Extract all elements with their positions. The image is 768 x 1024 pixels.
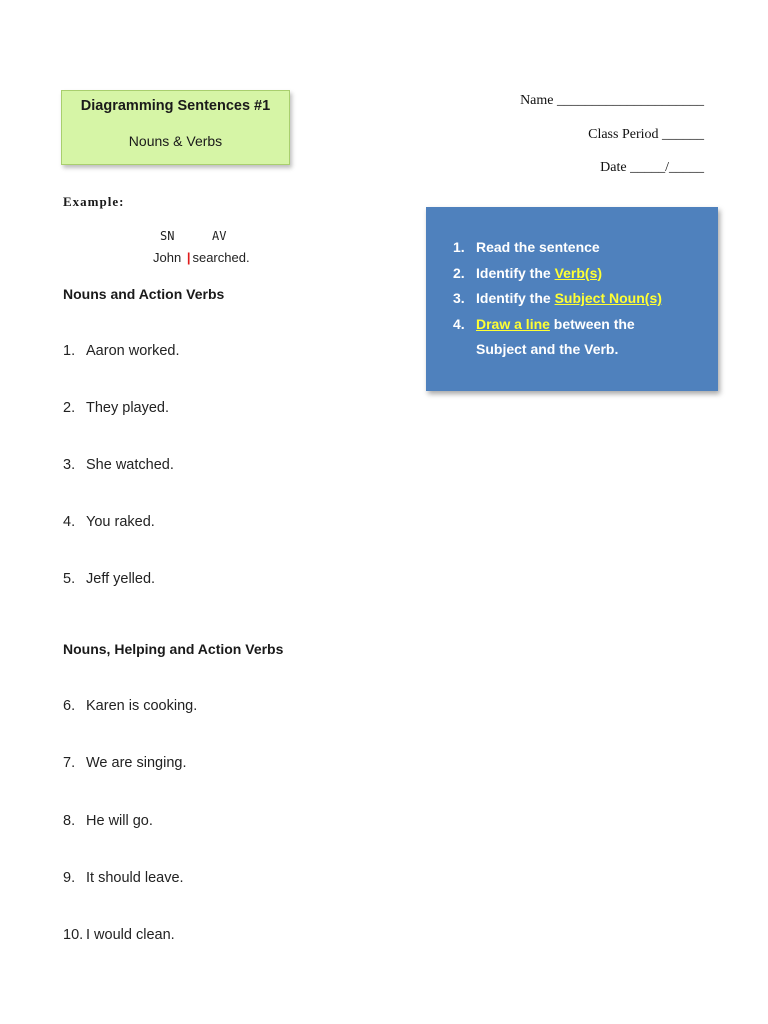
item-number: 5. xyxy=(63,571,76,587)
example-sentence xyxy=(153,250,250,265)
example-period: . xyxy=(245,250,250,265)
example-subject: John xyxy=(153,250,182,265)
class-period-field: Class Period ______ xyxy=(588,127,704,142)
instruction-step xyxy=(453,235,662,261)
item-number: 6. xyxy=(63,698,76,714)
item-text: Jeff yelled. xyxy=(86,571,156,587)
instruction-step xyxy=(453,286,662,312)
item-text: She watched. xyxy=(86,457,174,473)
sentence-item xyxy=(63,755,186,771)
item-number: 8. xyxy=(63,813,76,829)
item-text: We are singing. xyxy=(86,755,187,771)
sentence-item xyxy=(63,571,155,587)
worksheet-subtitle: Nouns & Verbs xyxy=(128,133,223,149)
worksheet-title-box xyxy=(61,90,290,165)
instructions-list xyxy=(453,235,662,363)
item-number: 4. xyxy=(63,514,76,530)
sentence-item xyxy=(63,400,169,416)
instruction-continuation: Subject and the Verb. xyxy=(476,341,619,357)
step-text: Identify the xyxy=(476,264,555,281)
sentence-item xyxy=(63,343,180,359)
example-verb: searched xyxy=(192,250,246,265)
item-number: 2. xyxy=(63,400,76,416)
step-number: 2. xyxy=(453,264,465,281)
item-text: You raked. xyxy=(86,514,155,530)
action-verb-abbr: AV xyxy=(212,229,227,243)
instruction-step xyxy=(453,312,662,338)
step-text: Read the sentence xyxy=(476,239,600,255)
date-field: Date _____/_____ xyxy=(600,160,704,175)
sentence-item xyxy=(63,870,184,886)
item-number: 3. xyxy=(63,457,76,473)
step-highlight: Draw a line xyxy=(476,315,550,332)
item-text: I would clean. xyxy=(86,927,175,943)
name-field: Name _____________________ xyxy=(520,93,704,108)
step-text: between the xyxy=(549,315,635,332)
item-number: 1. xyxy=(63,343,76,359)
sentence-item xyxy=(63,698,197,714)
sentence-item xyxy=(63,514,155,530)
item-text: Aaron worked. xyxy=(86,343,180,359)
step-number: 4. xyxy=(453,315,465,332)
section-heading: Nouns and Action Verbs xyxy=(63,286,225,302)
sentence-item xyxy=(63,813,153,829)
sentence-item xyxy=(63,927,175,943)
worksheet-title: Diagramming Sentences #1 xyxy=(80,98,271,114)
subject-verb-divider: | xyxy=(186,250,191,265)
item-text: He will go. xyxy=(86,813,153,829)
example-label: Example: xyxy=(63,194,125,209)
step-highlight: Verb(s) xyxy=(554,264,603,281)
item-number: 9. xyxy=(63,870,76,886)
item-number: 7. xyxy=(63,755,76,771)
step-text: Identify the xyxy=(476,290,555,306)
step-highlight: Subject Noun(s) xyxy=(554,290,662,306)
item-text: It should leave. xyxy=(86,870,184,886)
item-text: Karen is cooking. xyxy=(86,698,198,714)
item-text: They played. xyxy=(86,400,170,416)
step-number: 3. xyxy=(453,290,465,306)
subject-noun-abbr: SN xyxy=(160,229,175,243)
instruction-step xyxy=(453,261,662,287)
instructions-box xyxy=(426,207,718,391)
item-number: 10. xyxy=(63,927,84,943)
step-number: 1. xyxy=(453,239,465,255)
sentence-item xyxy=(63,457,174,473)
section-heading: Nouns, Helping and Action Verbs xyxy=(63,641,284,657)
